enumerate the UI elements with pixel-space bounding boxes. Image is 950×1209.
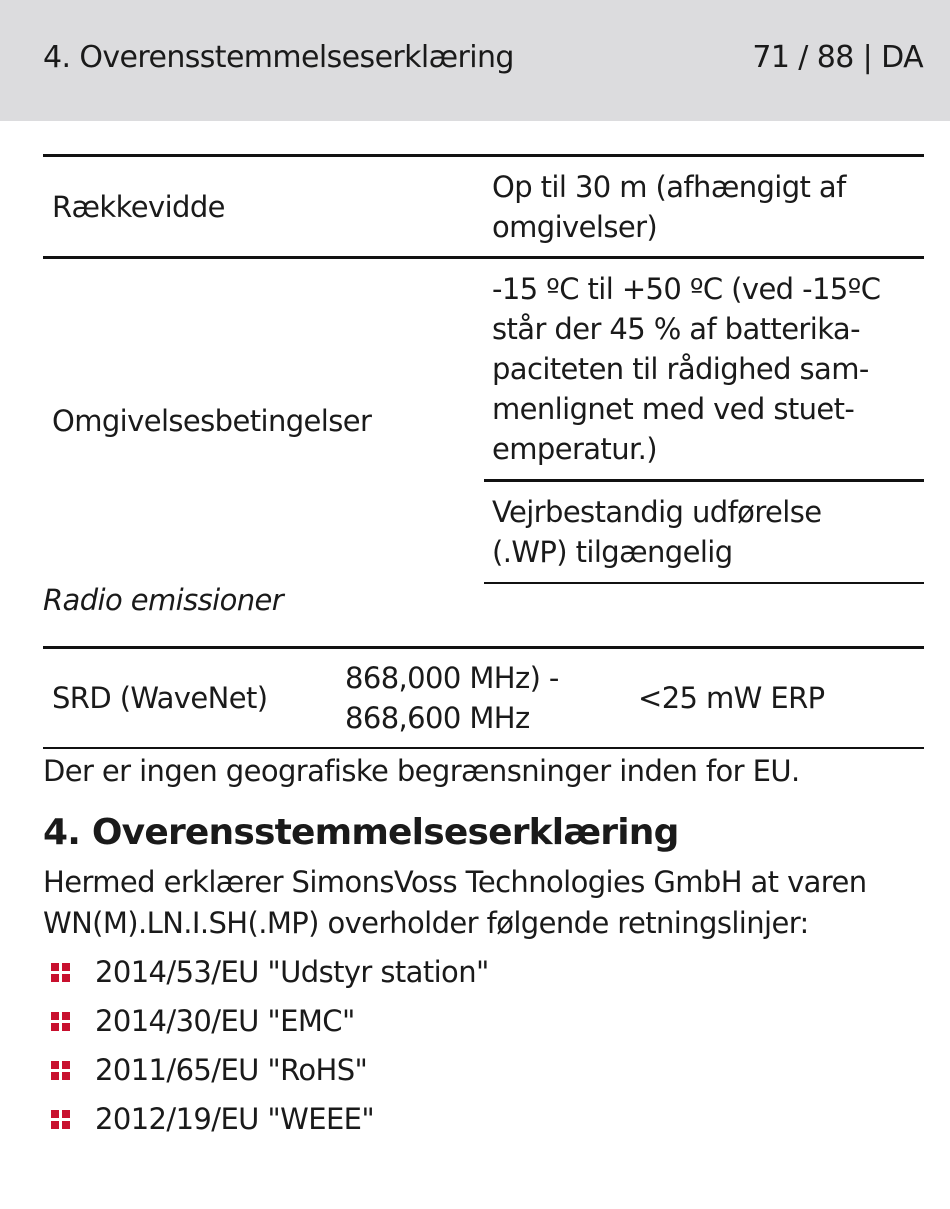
range-value: Op til 30 m (afhængigt af omgivelser) — [484, 156, 924, 258]
specifications-table — [43, 154, 924, 584]
geographic-note: Der er ingen geografiske begrænsninger inden for EU. — [43, 754, 800, 788]
directive-label: 2012/19/EU "WEEE" — [95, 1102, 375, 1136]
list-item — [43, 951, 489, 1000]
red-square-bullet-icon — [51, 1061, 71, 1081]
weatherproof-value: Vejrbestandig udførelse (.WP) tilgængelig — [484, 481, 924, 584]
red-square-bullet-icon — [51, 1110, 71, 1130]
range-label: Rækkevidde — [43, 156, 484, 258]
directive-label: 2014/30/EU "EMC" — [95, 1004, 355, 1038]
table-row-environment — [43, 258, 924, 481]
table-row — [43, 648, 924, 749]
radio-emissions-caption: Radio emissioner — [43, 583, 284, 617]
radio-emissions-table — [43, 646, 924, 749]
declaration-text: Hermed erklærer SimonsVoss Technologies GmbH at varen WN(M).LN.I.SH(.MP) overholder følgende retningslinjer: — [43, 865, 867, 940]
table-row-range — [43, 156, 924, 258]
red-square-bullet-icon — [51, 1012, 71, 1032]
radio-frequency: 868,000 MHz) - 868,600 MHz — [337, 648, 629, 749]
page-header — [0, 0, 950, 121]
red-square-bullet-icon — [51, 963, 71, 983]
header-section-title: 4. Overensstemmelseserklæring — [43, 40, 514, 75]
directive-label: 2014/53/EU "Udstyr station" — [95, 955, 489, 989]
section-heading: 4. Overensstemmelseserklæring — [43, 812, 679, 853]
directive-list — [43, 951, 489, 1147]
radio-name: SRD (WaveNet) — [43, 648, 337, 749]
list-item — [43, 1000, 489, 1049]
list-item — [43, 1049, 489, 1098]
directive-label: 2011/65/EU "RoHS" — [95, 1053, 368, 1087]
list-item — [43, 1098, 489, 1147]
temperature-value: -15 ºC til +50 ºC (ved -15ºC står der 45 % af batterika- paciteten til rådighed sam- menlignet med ved stuet- emperatur.) — [484, 258, 924, 481]
header-page-info: 71 / 88 | DA — [752, 40, 923, 75]
radio-power: <25 mW ERP — [629, 648, 924, 749]
environment-label: Omgivelsesbetingelser — [43, 258, 484, 584]
